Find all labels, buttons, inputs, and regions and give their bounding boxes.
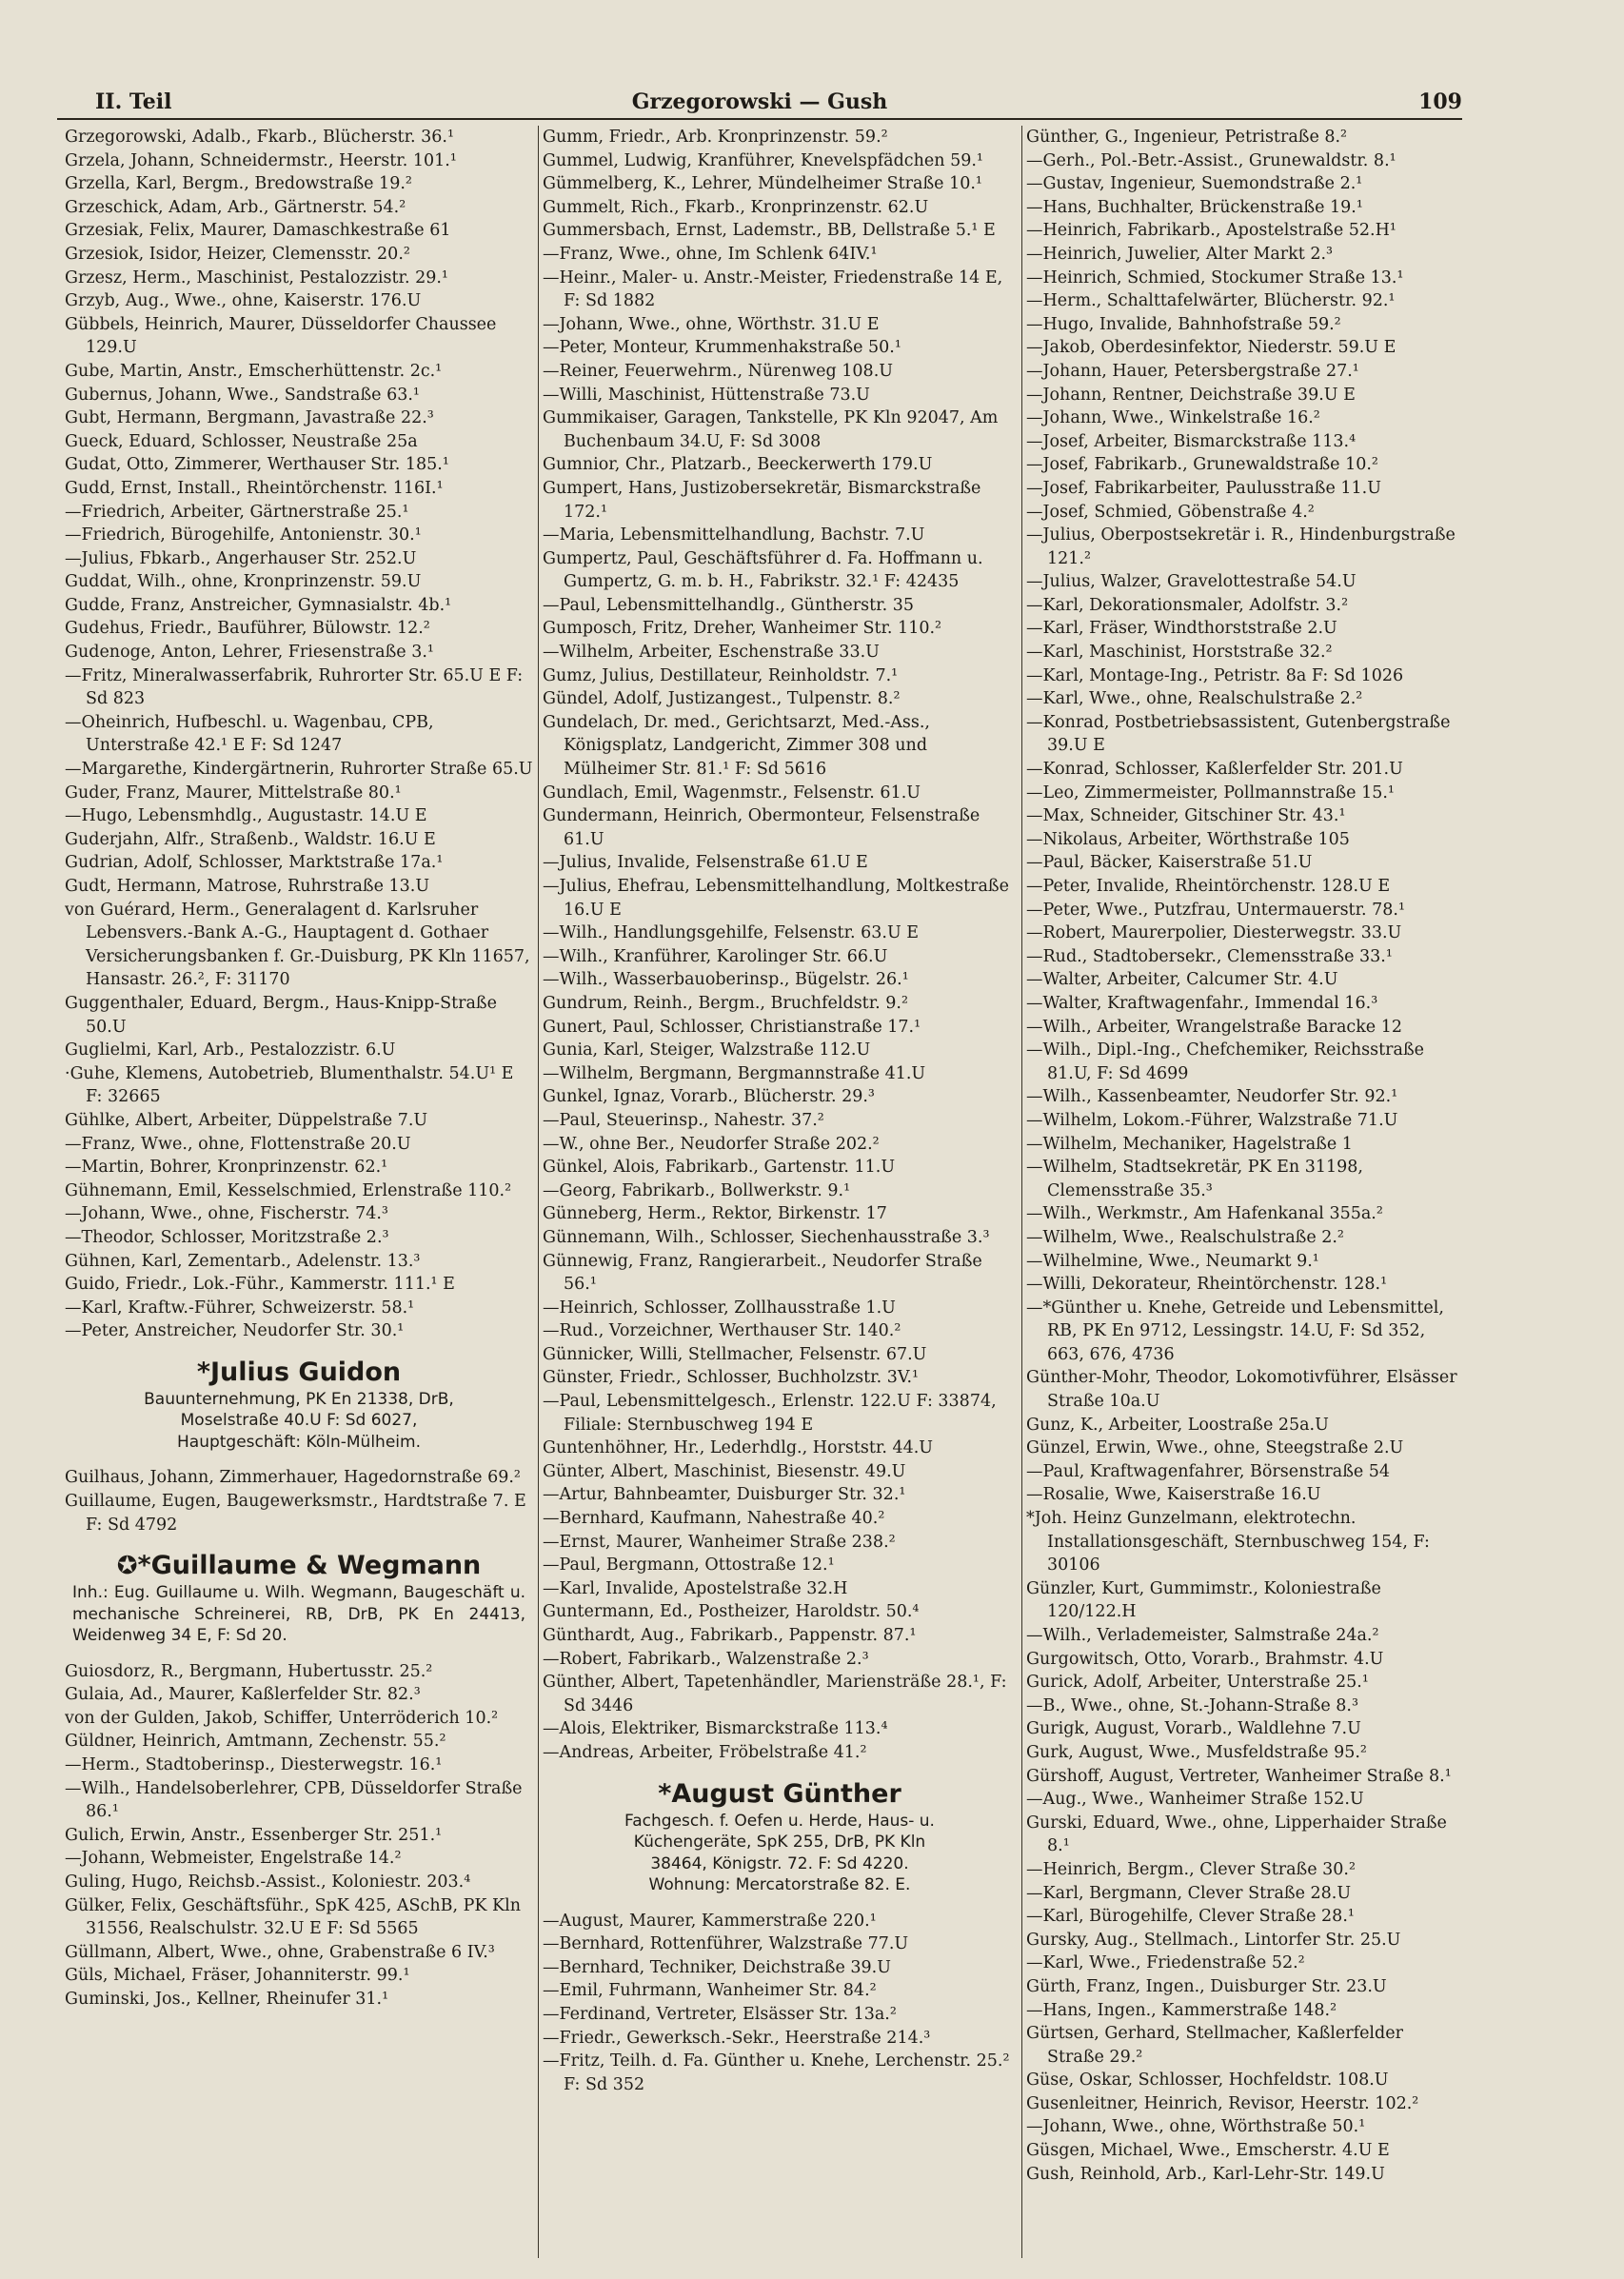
directory-entry: Güllmann, Albert, Wwe., ohne, Grabenstraße 6 IV.³ bbox=[65, 1942, 495, 1962]
directory-entry: Guglielmi, Karl, Arb., Pestalozzistr. 6.U bbox=[65, 1040, 396, 1060]
directory-entry: —Julius, Oberpostsekretär i. R., Hindenburgstraße 121.² bbox=[1026, 525, 1456, 568]
directory-entry: Gudenoge, Anton, Lehrer, Friesenstraße 3.¹ bbox=[65, 643, 434, 663]
directory-entry: —Johann, Wwe., ohne, Wörthstraße 50.¹ bbox=[1026, 2117, 1366, 2137]
directory-entry: Gunz, K., Arbeiter, Loostraße 25a.U bbox=[1026, 1415, 1329, 1435]
directory-entry: Grzella, Karl, Bergm., Bredowstraße 19.² bbox=[65, 174, 412, 194]
directory-entry: Guido, Friedr., Lok.-Führ., Kammerstr. 111.¹ E bbox=[65, 1275, 455, 1295]
directory-entry: Gummersbach, Ernst, Lademstr., BB, Dellstraße 5.¹ E bbox=[543, 221, 996, 241]
directory-entry: Gurick, Adolf, Arbeiter, Unterstraße 25.¹ bbox=[1026, 1673, 1369, 1693]
directory-entry: —Wilh., Verlademeister, Salmstraße 24a.² bbox=[1026, 1626, 1379, 1645]
directory-entry: —Wilh., Werkmstr., Am Hafenkanal 355a.² bbox=[1026, 1204, 1383, 1224]
directory-entry: —Josef, Fabrikarbeiter, Paulusstraße 11.U bbox=[1026, 478, 1381, 498]
directory-entry: Gummelt, Rich., Fkarb., Kronprinzenstr. 62.U bbox=[543, 197, 929, 217]
directory-entry: —Robert, Fabrikarb., Walzenstraße 2.³ bbox=[543, 1649, 869, 1669]
directory-entry: Güsgen, Michael, Wwe., Emscherstr. 4.U E bbox=[1026, 2141, 1390, 2161]
directory-entry: Günthardt, Aug., Fabrikarb., Pappenstr. 87.¹ bbox=[543, 1626, 917, 1645]
directory-entry: Gundrum, Reinh., Bergm., Bruchfeldstr. 9.² bbox=[543, 993, 909, 1013]
directory-entry: —Wilhelm, Wwe., Realschulstraße 2.² bbox=[1026, 1227, 1344, 1247]
directory-entry: —Ferdinand, Vertreter, Elsässer Str. 13a.² bbox=[543, 2004, 897, 2024]
directory-entry: —Willi, Dekorateur, Rheintörchenstr. 128.¹ bbox=[1026, 1275, 1388, 1295]
directory-entry: —Karl, Montage-Ing., Petristr. 8a F: Sd 1026 bbox=[1026, 665, 1404, 685]
directory-entry: Guderjahn, Alfr., Straßenb., Waldstr. 16.U E bbox=[65, 829, 436, 849]
directory-entry: —Julius, Walzer, Gravelottestraße 54.U bbox=[1026, 572, 1357, 592]
column-2 bbox=[543, 126, 1017, 2258]
directory-entry: —Johann, Hauer, Petersbergstraße 27.¹ bbox=[1026, 361, 1359, 381]
directory-entry: —Johann, Rentner, Deichstraße 39.U E bbox=[1026, 385, 1356, 405]
advert-line: Wohnung: Mercatorstraße 82. E. bbox=[648, 1875, 911, 1895]
directory-entry: —Wilh., Kranführer, Karolinger Str. 66.U bbox=[543, 946, 888, 966]
directory-entry: Gulich, Erwin, Anstr., Essenberger Str. 251.¹ bbox=[65, 1825, 443, 1845]
directory-entry: —Nikolaus, Arbeiter, Wörthstraße 105 bbox=[1026, 829, 1350, 849]
directory-entry: Gudrian, Adolf, Schlosser, Marktstraße 17a.¹ bbox=[65, 853, 444, 873]
directory-entry: —Paul, Bergmann, Ottostraße 12.¹ bbox=[543, 1556, 835, 1575]
directory-entry: Gümmelberg, K., Lehrer, Mündelheimer Straße 10.¹ bbox=[543, 174, 982, 194]
column-divider bbox=[538, 126, 539, 2258]
directory-entry: —Paul, Bäcker, Kaiserstraße 51.U bbox=[1026, 853, 1313, 873]
directory-entry: Günnewig, Franz, Rangierarbeit., Neudorfer Straße 56.¹ bbox=[543, 1251, 982, 1295]
directory-entry: Gubernus, Johann, Wwe., Sandstraße 63.¹ bbox=[65, 385, 420, 405]
directory-entry: Guminski, Jos., Kellner, Rheinufer 31.¹ bbox=[65, 1989, 389, 2009]
directory-entry: Günnicker, Willi, Stellmacher, Felsenstr. 67.U bbox=[543, 1344, 927, 1364]
directory-entry: —Wilh., Handlungsgehilfe, Felsenstr. 63.U E bbox=[543, 923, 920, 943]
directory-entry: Grzegorowski, Adalb., Fkarb., Blücherstr. 36.¹ bbox=[65, 128, 454, 147]
directory-entry: —Julius, Fbkarb., Angerhauser Str. 252.U bbox=[65, 548, 417, 568]
directory-entry: —Willi, Maschinist, Hüttenstraße 73.U bbox=[543, 385, 870, 405]
directory-entry: Guling, Hugo, Reichsb.-Assist., Koloniestr. 203.⁴ bbox=[65, 1873, 471, 1892]
directory-entry: —Konrad, Schlosser, Kaßlerfelder Str. 201.U bbox=[1026, 760, 1403, 780]
directory-entry: —Friedr., Gewerksch.-Sekr., Heerstraße 214.³ bbox=[543, 2028, 931, 2048]
directory-entry: Gübbels, Heinrich, Maurer, Düsseldorfer Chaussee 129.U bbox=[65, 314, 497, 358]
directory-entry: —Wilh., Arbeiter, Wrangelstraße Baracke 12 bbox=[1026, 1017, 1402, 1037]
emblem-icon: ✪ bbox=[116, 1552, 138, 1581]
directory-entry: Gumz, Julius, Destillateur, Reinholdstr. 7.¹ bbox=[543, 665, 899, 685]
directory-entry: Gühlke, Albert, Arbeiter, Düppelstraße 7.U bbox=[65, 1110, 428, 1130]
directory-entry: —August, Maurer, Kammerstraße 220.¹ bbox=[543, 1911, 877, 1931]
running-head: Grzegorowski — Gush bbox=[631, 89, 888, 114]
directory-entry: —Karl, Dekorationsmaler, Adolfstr. 3.² bbox=[1026, 595, 1349, 615]
directory-entry: —*Günther u. Knehe, Getreide und Lebensmittel, RB, PK En 9712, Lessingstr. 14.U, F: Sd 352, 663, 676, 4736 bbox=[1026, 1298, 1444, 1364]
directory-entry: —Paul, Kraftwagenfahrer, Börsenstraße 54 bbox=[1026, 1461, 1391, 1481]
directory-entry: —Herm., Stadtoberinsp., Diesterwegstr. 16.¹ bbox=[65, 1755, 443, 1775]
directory-entry: Gulaia, Ad., Maurer, Kaßlerfelder Str. 82.³ bbox=[65, 1685, 421, 1705]
directory-entry: Güldner, Heinrich, Amtmann, Zechenstr. 55.² bbox=[65, 1732, 446, 1752]
directory-entry: —Friedrich, Arbeiter, Gärtnerstraße 25.¹ bbox=[65, 502, 409, 522]
directory-entry: Gubt, Hermann, Bergmann, Javastraße 22.³ bbox=[65, 408, 434, 428]
directory-entry: ·Guhe, Klemens, Autobetrieb, Blumenthalstr. 54.U¹ E F: 32665 bbox=[65, 1063, 514, 1107]
directory-entry: —Hugo, Invalide, Bahnhofstraße 59.² bbox=[1026, 314, 1341, 334]
directory-entry: —Karl, Maschinist, Horststraße 32.² bbox=[1026, 643, 1333, 663]
directory-entry: —Georg, Fabrikarb., Bollwerkstr. 9.¹ bbox=[543, 1180, 851, 1200]
directory-entry: Gürtsen, Gerhard, Stellmacher, Kaßlerfelder Straße 29.² bbox=[1026, 2024, 1403, 2067]
directory-entry: —Konrad, Postbetriebsassistent, Gutenbergstraße 39.U E bbox=[1026, 712, 1451, 756]
directory-entry: Günster, Friedr., Schlosser, Buchholzstr. 3V.¹ bbox=[543, 1368, 920, 1388]
directory-entry: —Heinrich, Juwelier, Alter Markt 2.³ bbox=[1026, 244, 1334, 264]
directory-entry: Gühnemann, Emil, Kesselschmied, Erlenstraße 110.² bbox=[65, 1180, 512, 1200]
directory-entry: —Wilhelm, Lokom.-Führer, Walzstraße 71.U bbox=[1026, 1110, 1398, 1130]
directory-entry: —Josef, Arbeiter, Bismarckstraße 113.⁴ bbox=[1026, 431, 1357, 451]
directory-entry: —Gustav, Ingenieur, Suemondstraße 2.¹ bbox=[1026, 174, 1363, 194]
directory-entry: *Joh. Heinz Gunzelmann, elektrotechn. Installationsgeschäft, Sternbuschweg 154, F: 30106 bbox=[1026, 1509, 1430, 1575]
directory-entry: —Max, Schneider, Gitschiner Str. 43.¹ bbox=[1026, 806, 1346, 826]
directory-entry: —Rosalie, Wwe, Kaiserstraße 16.U bbox=[1026, 1485, 1321, 1505]
directory-entry: Günter, Albert, Maschinist, Biesenstr. 49.U bbox=[543, 1461, 906, 1481]
directory-entry: —Bernhard, Techniker, Deichstraße 39.U bbox=[543, 1957, 891, 1977]
directory-entry: —Karl, Wwe., ohne, Realschulstraße 2.² bbox=[1026, 689, 1363, 709]
directory-entry: Gundermann, Heinrich, Obermonteur, Felsenstraße 61.U bbox=[543, 806, 980, 849]
directory-entry: —Franz, Wwe., ohne, Flottenstraße 20.U bbox=[65, 1134, 411, 1154]
directory-entry: Günther, G., Ingenieur, Petristraße 8.² bbox=[1026, 128, 1348, 147]
directory-entry: —Heinrich, Schmied, Stockumer Straße 13.¹ bbox=[1026, 268, 1404, 287]
directory-entry: —Wilhelm, Stadtsekretär, PK En 31198, Clemensstraße 35.³ bbox=[1026, 1158, 1363, 1200]
directory-entry: —Friedrich, Bürogehilfe, Antonienstr. 30.¹ bbox=[65, 525, 422, 545]
directory-entry: —Wilhelm, Mechaniker, Hagelstraße 1 bbox=[1026, 1134, 1353, 1154]
directory-entry: Gülker, Felix, Geschäftsführ., SpK 425, ASchB, PK Kln 31556, Realschulstr. 32.U E F: Sd 5565 bbox=[65, 1895, 521, 1939]
directory-entry: Guiosdorz, R., Bergmann, Hubertusstr. 25.² bbox=[65, 1661, 433, 1681]
page-number: 109 bbox=[1418, 89, 1462, 114]
directory-entry: Gummikaiser, Garagen, Tankstelle, PK Kln 92047, Am Buchenbaum 34.U, F: Sd 3008 bbox=[543, 408, 999, 451]
advert-name: *Guillaume & Wegmann bbox=[137, 1551, 482, 1581]
directory-entry: Günzel, Erwin, Wwe., ohne, Steegstraße 2.U bbox=[1026, 1438, 1404, 1458]
directory-entry: —Maria, Lebensmittelhandlung, Bachstr. 7.U bbox=[543, 525, 925, 545]
directory-entry: Günkel, Alois, Fabrikarb., Gartenstr. 11.U bbox=[543, 1158, 896, 1178]
directory-entry: —Wilhelmine, Wwe., Neumarkt 9.¹ bbox=[1026, 1251, 1319, 1271]
directory-entry: —Wilh., Dipl.-Ing., Chefchemiker, Reichsstraße 81.U, F: Sd 4699 bbox=[1026, 1040, 1424, 1083]
directory-entry: Grzela, Johann, Schneidermstr., Heerstr. 101.¹ bbox=[65, 150, 457, 170]
advert-line: 38464, Königstr. 72. F: Sd 4220. bbox=[650, 1853, 909, 1873]
directory-entry: Gudde, Franz, Anstreicher, Gymnasialstr. 4b.¹ bbox=[65, 595, 452, 615]
directory-entry: —Julius, Invalide, Felsenstraße 61.U E bbox=[543, 853, 868, 873]
directory-entry: —Hugo, Lebensmhdlg., Augustastr. 14.U E bbox=[65, 806, 427, 826]
advert-line: Hauptgeschäft: Köln-Mülheim. bbox=[177, 1432, 421, 1452]
directory-entry: —Oheinrich, Hufbeschl. u. Wagenbau, CPB, Unterstraße 42.¹ E F: Sd 1247 bbox=[65, 712, 434, 756]
directory-entry: —Gerh., Pol.-Betr.-Assist., Grunewaldstr. 8.¹ bbox=[1026, 150, 1396, 170]
directory-entry: —Paul, Steuerinsp., Nahestr. 37.² bbox=[543, 1110, 824, 1130]
directory-entry: —Margarethe, Kindergärtnerin, Ruhrorter Straße 65.U bbox=[65, 760, 533, 780]
directory-entry: —Fritz, Mineralwasserfabrik, Ruhrorter Str. 65.U E F: Sd 823 bbox=[65, 665, 524, 709]
directory-entry: —Emil, Fuhrmann, Wanheimer Str. 84.² bbox=[543, 1981, 877, 2001]
directory-entry: Günneberg, Herm., Rektor, Birkenstr. 17 bbox=[543, 1204, 887, 1224]
directory-entry: —Josef, Schmied, Göbenstraße 4.² bbox=[1026, 502, 1315, 522]
directory-entry: —Bernhard, Kaufmann, Nahestraße 40.² bbox=[543, 1509, 885, 1529]
directory-entry: Gündel, Adolf, Justizangest., Tulpenstr. 8.² bbox=[543, 689, 901, 709]
directory-entry: Gumposch, Fritz, Dreher, Wanheimer Str. 110.² bbox=[543, 619, 942, 639]
column-3 bbox=[1026, 126, 1462, 2258]
directory-entry: Gummel, Ludwig, Kranführer, Knevelspfädchen 59.¹ bbox=[543, 150, 983, 170]
column-1 bbox=[65, 126, 533, 2258]
directory-entry: —Reiner, Feuerwehrm., Nürenweg 108.U bbox=[543, 361, 894, 381]
directory-entry: Grzeschick, Adam, Arb., Gärtnerstr. 54.² bbox=[65, 197, 406, 217]
directory-entry: Grzesiak, Felix, Maurer, Damaschkestraße 61 bbox=[65, 221, 451, 241]
advert-august-guenther bbox=[543, 1778, 1017, 1896]
directory-entry: —Karl, Bergmann, Clever Straße 28.U bbox=[1026, 1883, 1352, 1903]
directory-entry: —Karl, Bürogehilfe, Clever Straße 28.¹ bbox=[1026, 1907, 1355, 1927]
directory-entry: Grzesiok, Isidor, Heizer, Clemensstr. 20.² bbox=[65, 244, 410, 264]
directory-entry: Gueck, Eduard, Schlosser, Neustraße 25a bbox=[65, 431, 418, 451]
directory-entry: Gurski, Eduard, Wwe., ohne, Lipperhaider Straße 8.¹ bbox=[1026, 1813, 1447, 1856]
directory-entry: —Paul, Lebensmittelhandlg., Güntherstr. 35 bbox=[543, 595, 914, 615]
advert-title bbox=[65, 1550, 533, 1582]
directory-entry: Gudat, Otto, Zimmerer, Werthauser Str. 185.¹ bbox=[65, 455, 449, 475]
directory-entry: Günther-Mohr, Theodor, Lokomotivführer, Elsässer Straße 10a.U bbox=[1026, 1368, 1457, 1412]
directory-entry: —Heinr., Maler- u. Anstr.-Meister, Friedenstraße 14 E, F: Sd 1882 bbox=[543, 268, 1003, 311]
directory-entry: Gudt, Hermann, Matrose, Ruhrstraße 13.U bbox=[65, 877, 430, 896]
advert-line: Moselstraße 40.U F: Sd 6027, bbox=[180, 1411, 418, 1431]
directory-entry: —Bernhard, Rottenführer, Walzstraße 77.U bbox=[543, 1934, 909, 1954]
directory-entry: Gurk, August, Wwe., Musfeldstraße 95.² bbox=[1026, 1742, 1367, 1762]
directory-entry: —Herm., Schalttafelwärter, Blücherstr. 92.¹ bbox=[1026, 291, 1396, 311]
directory-entry: —Aug., Wwe., Wanheimer Straße 152.U bbox=[1026, 1790, 1364, 1810]
directory-entry: Gursky, Aug., Stellmach., Lintorfer Str. 25.U bbox=[1026, 1930, 1401, 1950]
directory-entry: Guillaume, Eugen, Baugewerksmstr., Hardtstraße 7. E F: Sd 4792 bbox=[65, 1491, 526, 1535]
directory-entry: —Hans, Buchhalter, Brückenstraße 19.¹ bbox=[1026, 197, 1363, 217]
directory-entry: —Artur, Bahnbeamter, Duisburger Str. 32.¹ bbox=[543, 1485, 906, 1505]
directory-entry: —Karl, Wwe., Friedenstraße 52.² bbox=[1026, 1953, 1305, 1973]
advert-julius-guidon bbox=[65, 1357, 533, 1454]
directory-entry: —Josef, Fabrikarb., Grunewaldstraße 10.² bbox=[1026, 455, 1378, 475]
directory-entry: —Rud., Stadtobersekr., Clemensstraße 33.¹ bbox=[1026, 946, 1393, 966]
directory-entry: —B., Wwe., ohne, St.-Johann-Straße 8.³ bbox=[1026, 1695, 1358, 1715]
directory-entry: Gundlach, Emil, Wagenmstr., Felsenstr. 61.U bbox=[543, 783, 921, 803]
directory-entry: —Walter, Arbeiter, Calcumer Str. 4.U bbox=[1026, 970, 1338, 990]
directory-entry: Grzyb, Aug., Wwe., ohne, Kaiserstr. 176.U bbox=[65, 291, 422, 311]
advert-title: *Julius Guidon bbox=[196, 1357, 402, 1387]
advert-title: *August Günther bbox=[658, 1778, 901, 1809]
directory-entry: —Wilhelm, Bergmann, Bergmannstraße 41.U bbox=[543, 1063, 926, 1083]
directory-entry: Günzler, Kurt, Gummimstr., Koloniestraße 120/122.H bbox=[1026, 1578, 1381, 1622]
directory-entry: Gumpertz, Paul, Geschäftsführer d. Fa. Hoffmann u. Gumpertz, G. m. b. H., Fabrikstr. 32.¹ F: 42435 bbox=[543, 548, 983, 592]
directory-entry: Gudehus, Friedr., Bauführer, Bülowstr. 12.² bbox=[65, 619, 430, 639]
directory-entry: —Fritz, Teilh. d. Fa. Günther u. Knehe, Lerchenstr. 25.² F: Sd 352 bbox=[543, 2051, 1010, 2094]
directory-entry: —Johann, Wwe., Winkelstraße 16.² bbox=[1026, 408, 1320, 428]
directory-entry: —Leo, Zimmermeister, Pollmannstraße 15.¹ bbox=[1026, 783, 1395, 803]
directory-entry: —Karl, Fräser, Windthorststraße 2.U bbox=[1026, 619, 1337, 639]
directory-entry: —Wilh., Kassenbeamter, Neudorfer Str. 92.¹ bbox=[1026, 1087, 1398, 1107]
directory-entry: —Peter, Monteur, Krummenhakstraße 50.¹ bbox=[543, 338, 901, 358]
directory-entry: Gumm, Friedr., Arb. Kronprinzenstr. 59.² bbox=[543, 128, 888, 147]
directory-entry: Günther, Albert, Tapetenhändler, Mariensträße 28.¹, F: Sd 3446 bbox=[543, 1673, 1007, 1715]
directory-entry: —Wilh., Wasserbauoberinsp., Bügelstr. 26.¹ bbox=[543, 970, 909, 990]
directory-entry: Gunkel, Ignaz, Vorarb., Blücherstr. 29.³ bbox=[543, 1087, 875, 1107]
directory-entry: —Rud., Vorzeichner, Werthauser Str. 140.² bbox=[543, 1321, 901, 1341]
directory-entry: Gumnior, Chr., Platzarb., Beeckerwerth 179.U bbox=[543, 455, 933, 475]
directory-entry: —Peter, Invalide, Rheintörchenstr. 128.U E bbox=[1026, 877, 1391, 896]
directory-entry: —Wilh., Handelsoberlehrer, CPB, Düsseldorfer Straße 86.¹ bbox=[65, 1778, 523, 1822]
directory-entry: Gundelach, Dr. med., Gerichtsarzt, Med.-Ass., Königsplatz, Landgericht, Zimmer 308 und Mülheimer Str. 81.¹ F: Sd 5616 bbox=[543, 712, 930, 780]
directory-entry: —W., ohne Ber., Neudorfer Straße 202.² bbox=[543, 1134, 880, 1154]
directory-entry: Gurgowitsch, Otto, Vorarb., Brahmstr. 4.U bbox=[1026, 1649, 1384, 1669]
directory-entry: —Franz, Wwe., ohne, Im Schlenk 64IV.¹ bbox=[543, 244, 878, 264]
directory-entry: —Johann, Wwe., ohne, Wörthstr. 31.U E bbox=[543, 314, 880, 334]
directory-entry: —Theodor, Schlosser, Moritzstraße 2.³ bbox=[65, 1227, 389, 1247]
directory-entry: Guder, Franz, Maurer, Mittelstraße 80.¹ bbox=[65, 783, 402, 803]
directory-entry: —Andreas, Arbeiter, Fröbelstraße 41.² bbox=[543, 1742, 867, 1762]
directory-entry: Guilhaus, Johann, Zimmerhauer, Hagedornstraße 69.² bbox=[65, 1468, 521, 1488]
directory-entry: Gube, Martin, Anstr., Emscherhüttenstr. 2c.¹ bbox=[65, 361, 443, 381]
directory-entry: —Peter, Wwe., Putzfrau, Untermauerstr. 78.¹ bbox=[1026, 900, 1406, 920]
directory-entry: Gush, Reinhold, Arb., Karl-Lehr-Str. 149.U bbox=[1026, 2164, 1385, 2184]
directory-entry: Güls, Michael, Fräser, Johanniterstr. 99.¹ bbox=[65, 1966, 410, 1986]
directory-entry: —Heinrich, Schlosser, Zollhausstraße 1.U bbox=[543, 1298, 896, 1318]
directory-entry: Guggenthaler, Eduard, Bergm., Haus-Knipp-Straße 50.U bbox=[65, 993, 497, 1037]
advert-line: Küchengeräte, SpK 255, DrB, PK Kln bbox=[633, 1833, 926, 1853]
advert-body: Inh.: Eug. Guillaume u. Wilh. Wegmann, Baugeschäft u. mechanische Schreinerei, RB, DrB, PK En 24413, Weidenweg 34 E, F: Sd 20. bbox=[72, 1583, 525, 1646]
advert-guillaume-wegmann bbox=[65, 1550, 533, 1647]
page-header bbox=[57, 86, 1462, 120]
directory-entry: Grzesz, Herm., Maschinist, Pestalozzistr. 29.¹ bbox=[65, 268, 448, 287]
directory-entry: —Johann, Webmeister, Engelstraße 14.² bbox=[65, 1849, 402, 1869]
directory-entry: —Karl, Invalide, Apostelstraße 32.H bbox=[543, 1578, 848, 1598]
directory-entry: Gürshoff, August, Vertreter, Wanheimer Straße 8.¹ bbox=[1026, 1766, 1452, 1786]
directory-entry: —Paul, Lebensmittelgesch., Erlenstr. 122.U F: 33874, Filiale: Sternbuschweg 194 E bbox=[543, 1392, 997, 1435]
advert-line: Fachgesch. f. Oefen u. Herde, Haus- u. bbox=[624, 1811, 935, 1831]
directory-entry: —Martin, Bohrer, Kronprinzenstr. 62.¹ bbox=[65, 1158, 388, 1178]
directory-entry: —Ernst, Maurer, Wanheimer Straße 238.² bbox=[543, 1532, 896, 1552]
directory-entry: —Walter, Kraftwagenfahr., Immendal 16.³ bbox=[1026, 993, 1378, 1013]
directory-entry: —Heinrich, Bergm., Clever Straße 30.² bbox=[1026, 1859, 1357, 1879]
column-divider bbox=[1021, 126, 1022, 2258]
directory-entry: —Hans, Ingen., Kammerstraße 148.² bbox=[1026, 2000, 1337, 2020]
directory-entry: Gudd, Ernst, Install., Rheintörchenstr. 116I.¹ bbox=[65, 478, 444, 498]
directory-entry: Guntermann, Ed., Postheizer, Haroldstr. 50.⁴ bbox=[543, 1602, 920, 1622]
directory-entry: von der Gulden, Jakob, Schiffer, Unterröderich 10.² bbox=[65, 1708, 499, 1728]
directory-entry: Gürth, Franz, Ingen., Duisburger Str. 23.U bbox=[1026, 1976, 1387, 1996]
directory-entry: —Jakob, Oberdesinfektor, Niederstr. 59.U E bbox=[1026, 338, 1396, 358]
directory-entry: —Robert, Maurerpolier, Diesterwegstr. 33.U bbox=[1026, 923, 1402, 943]
directory-entry: —Julius, Ehefrau, Lebensmittelhandlung, Moltkestraße 16.U E bbox=[543, 877, 1009, 920]
directory-entry: Gusenleitner, Heinrich, Revisor, Heerstr. 102.² bbox=[1026, 2093, 1419, 2113]
directory-entry: —Wilhelm, Arbeiter, Eschenstraße 33.U bbox=[543, 643, 880, 663]
directory-entry: Gurigk, August, Vorarb., Waldlehne 7.U bbox=[1026, 1719, 1361, 1739]
advert-line: Bauunternehmung, PK En 21338, DrB, bbox=[144, 1389, 454, 1409]
directory-entry: von Guérard, Herm., Generalagent d. Karlsruher Lebensvers.-Bank A.-G., Hauptagent d. Gothaer Versicherungsbanken f. Gr.-Duisburg, PK Kln 11657, Hansastr. 26.², F: 31170 bbox=[65, 900, 530, 990]
directory-entry: Günnemann, Wilh., Schlosser, Siechenhausstraße 3.³ bbox=[543, 1227, 990, 1247]
directory-entry: Güse, Oskar, Schlosser, Hochfeldstr. 108.U bbox=[1026, 2071, 1389, 2091]
directory-entry: Gunert, Paul, Schlosser, Christianstraße 17.¹ bbox=[543, 1017, 921, 1037]
directory-entry: Gunia, Karl, Steiger, Walzstraße 112.U bbox=[543, 1040, 871, 1060]
directory-entry: —Peter, Anstreicher, Neudorfer Str. 30.¹ bbox=[65, 1321, 405, 1341]
directory-entry: —Johann, Wwe., ohne, Fischerstr. 74.³ bbox=[65, 1204, 388, 1224]
section-label: II. Teil bbox=[95, 89, 172, 114]
directory-entry: Guddat, Wilh., ohne, Kronprinzenstr. 59.U bbox=[65, 572, 422, 592]
directory-entry: —Heinrich, Fabrikarb., Apostelstraße 52.H¹ bbox=[1026, 221, 1396, 241]
directory-entry: Gumpert, Hans, Justizobersekretär, Bismarckstraße 172.¹ bbox=[543, 478, 981, 522]
directory-entry: —Karl, Kraftw.-Führer, Schweizerstr. 58.¹ bbox=[65, 1298, 415, 1318]
directory-entry: Guntenhöhner, Hr., Lederhdlg., Horststr. 44.U bbox=[543, 1438, 934, 1458]
directory-entry: Gühnen, Karl, Zementarb., Adelenstr. 13.³ bbox=[65, 1251, 421, 1271]
directory-entry: —Alois, Elektriker, Bismarckstraße 113.⁴ bbox=[543, 1719, 888, 1739]
